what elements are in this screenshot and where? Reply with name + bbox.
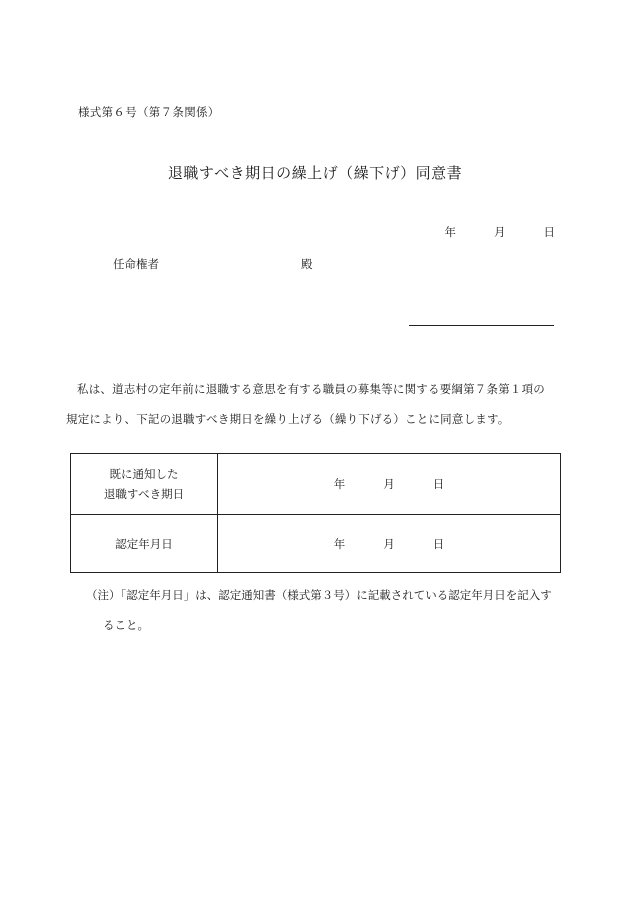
day-label: 日 — [432, 536, 445, 551]
notified-date-label-line-1: 既に通知した — [109, 467, 179, 481]
year-label: 年 — [444, 225, 456, 239]
date-placeholder — [218, 476, 560, 492]
document-title: 退職すべき期日の繰上げ（繰下げ）同意書 — [167, 164, 463, 182]
submission-date — [445, 224, 556, 240]
table-value-cell — [218, 454, 561, 515]
certification-date-label: 認定年月日 — [115, 536, 173, 551]
table-value-cell — [218, 515, 561, 573]
notified-date-label-line-2: 退職すべき期日 — [103, 487, 185, 501]
month-label: 月 — [494, 225, 506, 239]
form-number: 様式第６号（第７条関係） — [78, 105, 220, 119]
year-label: 年 — [333, 536, 346, 551]
appointer-label: 任命権者 — [113, 257, 159, 271]
year-label: 年 — [333, 477, 346, 491]
table-row — [71, 454, 561, 515]
table-label-cell — [71, 454, 218, 515]
table-label-cell — [71, 515, 218, 573]
note — [86, 580, 566, 640]
date-placeholder — [218, 536, 560, 552]
table-row — [71, 515, 561, 573]
day-label: 日 — [432, 477, 445, 491]
month-label: 月 — [383, 536, 395, 551]
dates-table — [70, 453, 561, 573]
note-line-1: （注）「認定年月日」は、認定通知書（様式第３号）に記載されている認定年月日を記入す — [86, 588, 552, 602]
honorific-label: 殿 — [301, 257, 313, 271]
note-line-2: ること。 — [103, 618, 149, 632]
day-label: 日 — [543, 225, 555, 239]
consent-line-2: 規定により、下記の退職すべき期日を繰り上げる（繰り下げる）ことに同意します。 — [66, 412, 510, 426]
month-label: 月 — [383, 477, 395, 491]
consent-line-1: 私は、道志村の定年前に退職する意思を有する職員の募集等に関する要綱第７条第１項の — [77, 382, 545, 396]
consent-statement — [66, 374, 567, 434]
signature-line — [409, 325, 554, 326]
